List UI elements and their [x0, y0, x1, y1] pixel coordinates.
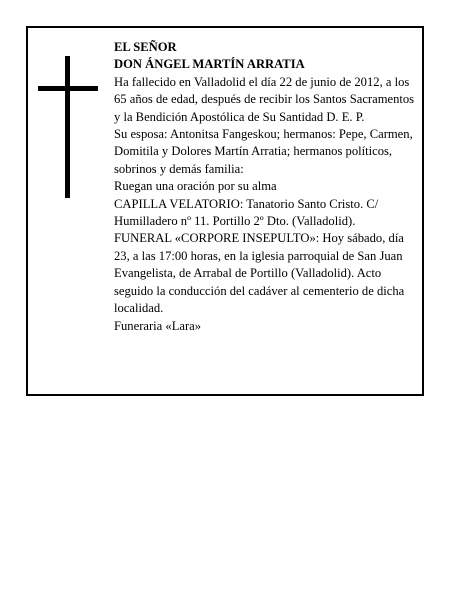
notice-heading-title: EL SEÑOR: [114, 40, 177, 54]
cross-icon: [38, 56, 98, 198]
obituary-notice: [26, 26, 424, 396]
funeral-home: Funeraria «Lara»: [114, 318, 202, 333]
deceased-name: DON ÁNGEL MARTÍN ARRATIA: [114, 57, 305, 72]
death-announcement: Ha fallecido en Valladolid el día 22 de junio de 2012, a los 65 años de edad, después de recibir los Santos Sacramentos y la Bendición Apostólica de Su Santidad D. E. P.: [114, 74, 415, 124]
cross-horizontal-bar: [38, 86, 98, 91]
family-list: Su esposa: Antonitsa Fangeskou; hermanos: Pepe, Carmen, Domitila y Dolores Martín Arratia; hermanos políticos, sobrinos y demás familia:: [114, 127, 413, 176]
notice-text: [114, 39, 420, 335]
cross-vertical-bar: [65, 56, 70, 198]
funeral-details: FUNERAL «CORPORE INSEPULTO»: Hoy sábado, día 23, a las 17:00 horas, en la iglesia parroquial de San Juan Evangelista, de Arrabal de Portillo (Valladolid). Acto seguido la conducción del cadáver al cementerio de dicha localidad.: [114, 231, 405, 316]
chapel-details: CAPILLA VELATORIO: Tanatorio Santo Cristo. C/ Humilladero nº 11. Portillo 2º Dto. (Valladolid).: [114, 196, 379, 229]
prayer-request: Ruegan una oración por su alma: [114, 179, 277, 194]
